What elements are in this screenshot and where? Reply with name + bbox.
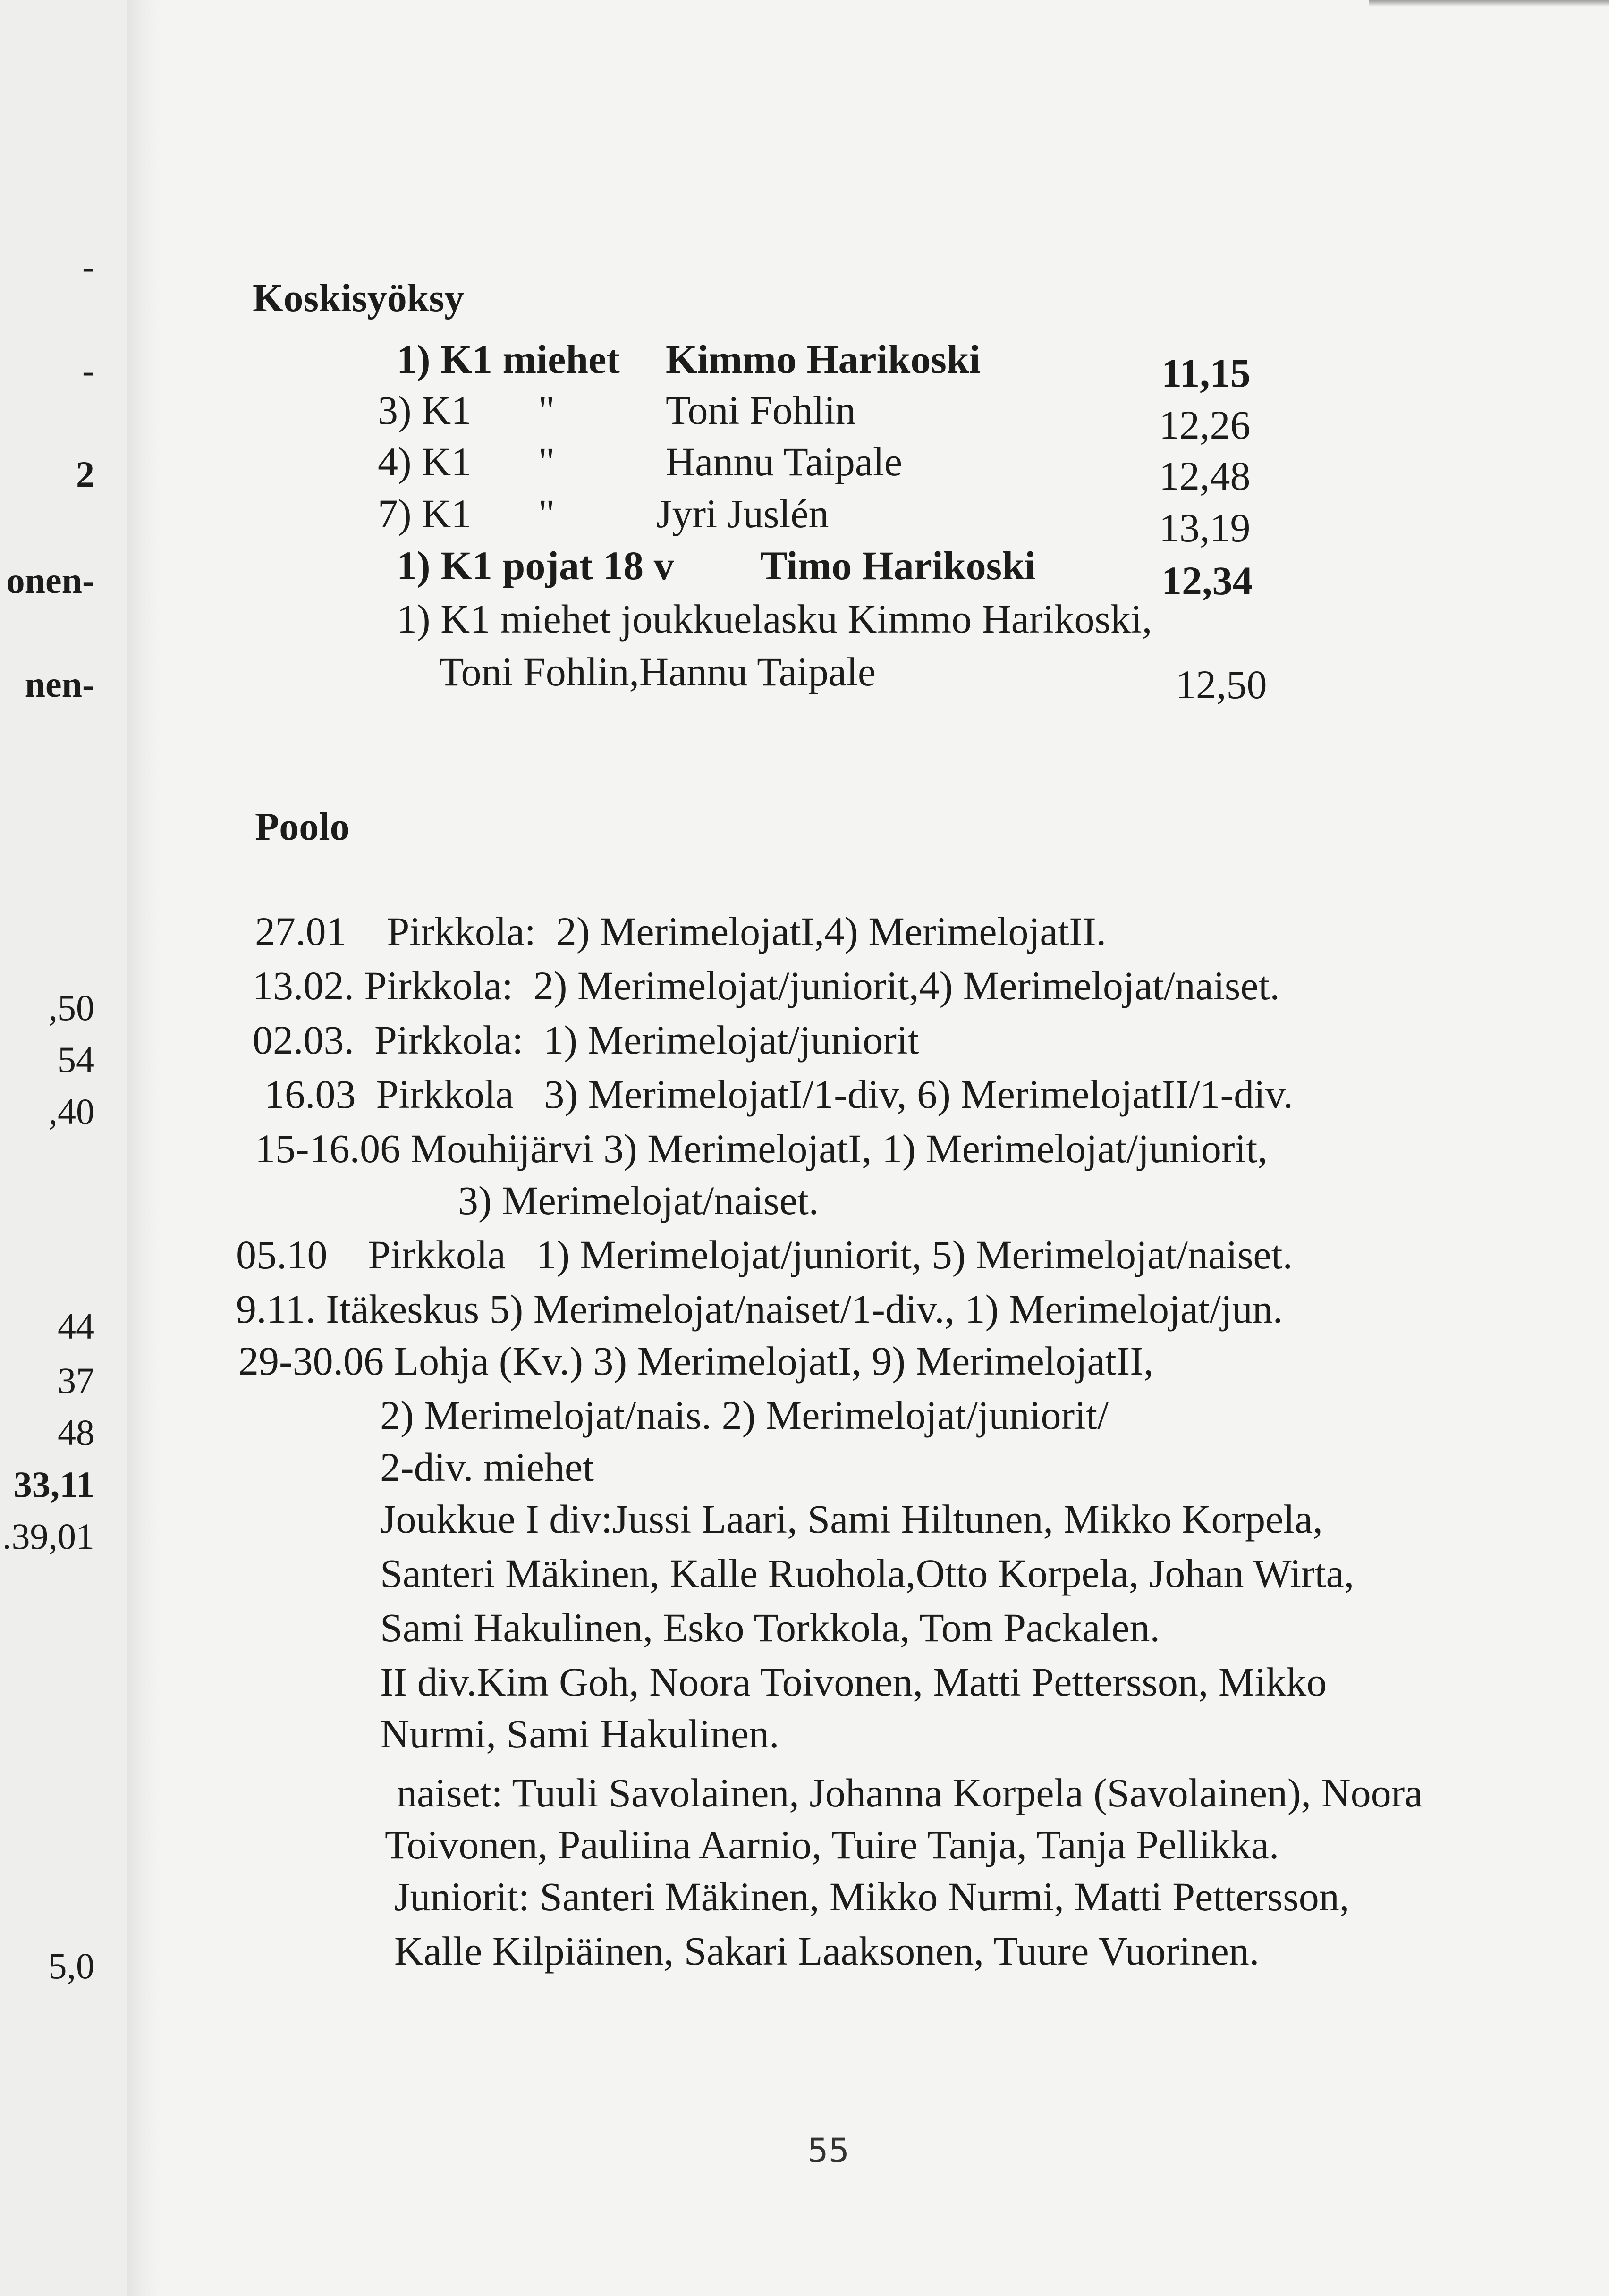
poolo-result-line: 9.11. Itäkeskus 5) Merimelojat/naiset/1-div., 1) Merimelojat/jun.: [236, 1286, 1283, 1332]
result-place: 4) K1: [378, 439, 472, 484]
left-page-fragment: nen-: [25, 664, 94, 705]
left-page-strip: [0, 0, 142, 2296]
result-name: Timo Harikoski: [760, 543, 1036, 588]
poolo-result-line: 16.03 Pirkkola 3) MerimelojatI/1-div, 6) MerimelojatII/1-div.: [264, 1072, 1293, 1117]
poolo-roster-line: Sami Hakulinen, Esko Torkkola, Tom Packalen.: [380, 1605, 1160, 1650]
left-page-fragment: ,40: [48, 1091, 94, 1132]
poolo-roster-line: Toivonen, Pauliina Aarnio, Tuire Tanja, Tanja Pellikka.: [385, 1822, 1279, 1867]
poolo-roster-line: naiset: Tuuli Savolainen, Johanna Korpela (Savolainen), Noora: [397, 1770, 1423, 1815]
poolo-roster-line: Kalle Kilpiäinen, Sakari Laaksonen, Tuure Vuorinen.: [394, 1928, 1260, 1974]
result-name: Jyri Juslén: [656, 491, 829, 536]
result-place: 3) K1: [378, 388, 472, 433]
poolo-result-line: 2) Merimelojat/nais. 2) Merimelojat/juniorit/: [380, 1393, 1109, 1438]
left-page-fragment: 48: [58, 1412, 94, 1453]
poolo-result-line: 29-30.06 Lohja (Kv.) 3) MerimelojatI, 9) MerimelojatII,: [238, 1338, 1154, 1384]
left-page-fragment: 37: [58, 1360, 94, 1401]
section-heading-poolo: Poolo: [255, 805, 350, 849]
ditto-mark: ": [538, 388, 555, 433]
team-result-line: 1) K1 miehet joukkuelasku Kimmo Harikoski,: [397, 596, 1152, 642]
section-heading-koskisyoksy: Koskisyöksy: [253, 276, 465, 320]
poolo-result-line: 02.03. Pirkkola: 1) Merimelojat/juniorit: [253, 1017, 919, 1063]
poolo-roster-line: Nurmi, Sami Hakulinen.: [380, 1711, 779, 1756]
page-edge-shadow: [1369, 0, 1609, 7]
poolo-result-line: 2-div. miehet: [380, 1444, 594, 1490]
result-time: 11,15: [1161, 350, 1251, 396]
poolo-roster-line: Santeri Mäkinen, Kalle Ruohola,Otto Korpela, Johan Wirta,: [380, 1551, 1355, 1596]
left-page-fragment: 5,0: [48, 1945, 94, 1986]
result-time: 12,48: [1159, 453, 1251, 498]
left-page-fragment: ,50: [48, 987, 94, 1028]
result-place: 1) K1 pojat 18 v: [397, 543, 674, 588]
left-page-fragment: onen-: [6, 560, 94, 601]
result-place: 1) K1 miehet: [397, 337, 620, 382]
team-result-time: 12,50: [1176, 662, 1267, 707]
result-time: 12,26: [1159, 402, 1251, 447]
result-place: 7) K1: [378, 491, 472, 536]
ditto-mark: ": [538, 439, 555, 484]
page-number: 55: [807, 2131, 850, 2170]
poolo-roster-line: II div.Kim Goh, Noora Toivonen, Matti Pettersson, Mikko: [380, 1659, 1327, 1705]
team-result-line: Toni Fohlin,Hannu Taipale: [439, 649, 876, 694]
result-name: Kimmo Harikoski: [666, 337, 981, 382]
result-name: Toni Fohlin: [666, 388, 856, 433]
left-page-fragment: 33,11: [13, 1464, 94, 1505]
poolo-result-line: 3) Merimelojat/naiset.: [458, 1178, 819, 1223]
result-time: 12,34: [1161, 558, 1253, 603]
left-page-fragment: 44: [58, 1306, 94, 1347]
poolo-result-line: 05.10 Pirkkola 1) Merimelojat/juniorit, 5) Merimelojat/naiset.: [236, 1232, 1293, 1277]
left-page-fragment: .39,01: [2, 1516, 94, 1557]
poolo-result-line: 13.02. Pirkkola: 2) Merimelojat/juniorit,4) Merimelojat/naiset.: [253, 963, 1280, 1008]
poolo-roster-line: Joukkue I div:Jussi Laari, Sami Hiltunen, Mikko Korpela,: [380, 1496, 1323, 1542]
book-gutter: [127, 0, 161, 2296]
poolo-roster-line: Juniorit: Santeri Mäkinen, Mikko Nurmi, Matti Pettersson,: [394, 1874, 1350, 1919]
left-page-fragment: 54: [58, 1039, 94, 1080]
left-page-fragment: -: [82, 350, 94, 391]
result-time: 13,19: [1159, 505, 1251, 550]
left-page-fragment: 2: [76, 454, 94, 495]
result-name: Hannu Taipale: [666, 439, 903, 484]
left-page-fragment: -: [82, 246, 94, 287]
poolo-result-line: 27.01 Pirkkola: 2) MerimelojatI,4) MerimelojatII.: [255, 909, 1107, 954]
ditto-mark: ": [538, 491, 555, 536]
poolo-result-line: 15-16.06 Mouhijärvi 3) MerimelojatI, 1) Merimelojat/juniorit,: [255, 1126, 1268, 1171]
